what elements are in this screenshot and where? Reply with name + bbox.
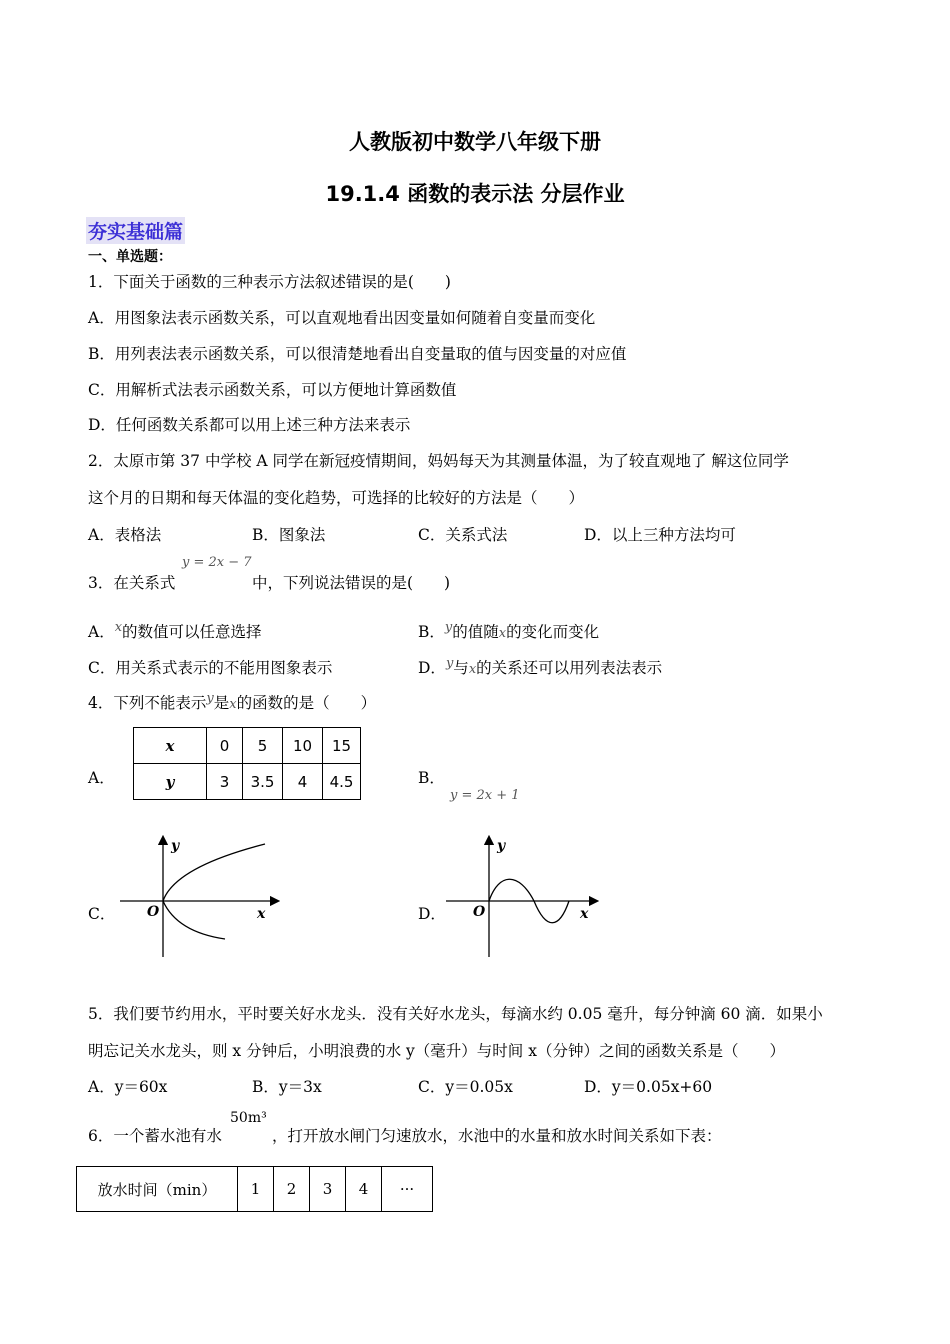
x-axis-label: x bbox=[257, 906, 266, 922]
table-header-cell: 放水时间（min） bbox=[77, 1167, 238, 1212]
q1-option-a: A．用图象法表示函数关系，可以直观地看出因变量如何随着自变量而变化 bbox=[88, 309, 596, 327]
q4-option-b-label: B． bbox=[418, 769, 445, 787]
table-cell: x bbox=[134, 728, 207, 764]
q4-option-d-graph bbox=[444, 832, 604, 960]
table-cell: 2 bbox=[274, 1167, 310, 1212]
q5-line1: 5．我们要节约用水，平时要关好水龙头．没有关好水龙头，每滴水约 0.05 毫升，每分钟滴 60 滴．如果小 bbox=[88, 1005, 823, 1023]
q5-option-a: A．y＝60x bbox=[88, 1078, 168, 1096]
q2-line2: 这个月的日期和每天体温的变化趋势，可选择的比较好的方法是（ ） bbox=[88, 489, 585, 507]
page-subtitle: 19.1.4 函数的表示法 分层作业 bbox=[325, 182, 625, 206]
table-row bbox=[134, 728, 361, 764]
q5-option-b: B．y＝3x bbox=[252, 1078, 322, 1096]
q3-option-b: B．$^y$的值随x的变化而变化 bbox=[418, 620, 600, 641]
lower-branch bbox=[163, 901, 225, 939]
table-cell: 3 bbox=[207, 764, 243, 800]
q6-stem-post: ，打开放水闸门匀速放水，水池中的水量和放水时间关系如下表： bbox=[272, 1127, 722, 1145]
origin-label: O bbox=[473, 904, 486, 920]
q4-stem: 4．下列不能表示$^y$是x的函数的是（ ） bbox=[88, 691, 377, 712]
origin-label: O bbox=[147, 904, 160, 920]
q2-option-d: D．以上三种方法均可 bbox=[584, 526, 736, 544]
q6-amount: 50m³ bbox=[230, 1110, 267, 1126]
q2-option-b: B．图象法 bbox=[252, 526, 326, 544]
y-axis-label: y bbox=[497, 838, 506, 854]
table-cell: 10 bbox=[283, 728, 323, 764]
q5-option-d: D．y＝0.05x+60 bbox=[584, 1078, 713, 1096]
q1-option-d: D．任何函数关系都可以用上述三种方法来表示 bbox=[88, 416, 411, 434]
table-cell: y bbox=[134, 764, 207, 800]
q1-stem: 1．下面关于函数的三种表示方法叙述错误的是( ) bbox=[88, 273, 451, 291]
section-label: 夯实基础篇 bbox=[86, 217, 185, 244]
q6-table bbox=[76, 1166, 433, 1212]
y-axis-label: y bbox=[171, 838, 180, 854]
table-cell: 3 bbox=[310, 1167, 346, 1212]
q4-option-c-graph bbox=[115, 832, 285, 960]
q5-line2: 明忘记关水龙头，则 x 分钟后，小明浪费的水 y（毫升）与时间 x（分钟）之间的函数关系是（ ） bbox=[88, 1042, 785, 1060]
q2-option-c: C．关系式法 bbox=[418, 526, 508, 544]
table-cell: 4.5 bbox=[323, 764, 361, 800]
q4-option-d-label: D． bbox=[418, 905, 446, 923]
q2-option-a: A．表格法 bbox=[88, 526, 162, 544]
q3-option-d: D．$^y$与x的关系还可以用列表法表示 bbox=[418, 656, 663, 677]
q2-line1: 2．太原市第 37 中学校 A 同学在新冠疫情期间，妈妈每天为其测量体温，为了较直观地了 解这位同学 bbox=[88, 452, 789, 470]
table-row bbox=[77, 1167, 433, 1212]
q1-option-b: B．用列表法表示函数关系，可以很清楚地看出自变量取的值与因变量的对应值 bbox=[88, 345, 627, 363]
table-cell: 1 bbox=[238, 1167, 274, 1212]
page-title: 人教版初中数学八年级下册 bbox=[349, 130, 601, 154]
table-cell: 5 bbox=[243, 728, 283, 764]
q4-option-c-label: C． bbox=[88, 905, 116, 923]
table-row bbox=[134, 764, 361, 800]
q6-stem-pre: 6．一个蓄水池有水 bbox=[88, 1127, 222, 1145]
table-cell: 3.5 bbox=[243, 764, 283, 800]
q4-option-b-formula: y = 2x + 1 bbox=[450, 788, 520, 803]
table-cell: ··· bbox=[382, 1167, 433, 1212]
q3-stem-pre: 3．在关系式 bbox=[88, 574, 176, 592]
table-cell: 0 bbox=[207, 728, 243, 764]
q5-option-c: C．y＝0.05x bbox=[418, 1078, 513, 1096]
x-axis-label: x bbox=[580, 906, 589, 922]
table-cell: 4 bbox=[346, 1167, 382, 1212]
q1-option-c: C．用解析式法表示函数关系，可以方便地计算函数值 bbox=[88, 381, 457, 399]
q4-option-a-table bbox=[133, 727, 361, 800]
q3-stem-post: 中，下列说法错误的是( ) bbox=[252, 574, 451, 592]
q4-option-a-label: A． bbox=[88, 769, 115, 787]
q3-formula: y = 2x − 7 bbox=[182, 555, 252, 570]
q3-option-a: A．$^x$的数值可以任意选择 bbox=[88, 620, 262, 641]
q3-option-c: C．用关系式表示的不能用图象表示 bbox=[88, 659, 333, 677]
section-subheading: 一、单选题： bbox=[88, 249, 172, 265]
table-cell: 4 bbox=[283, 764, 323, 800]
table-cell: 15 bbox=[323, 728, 361, 764]
